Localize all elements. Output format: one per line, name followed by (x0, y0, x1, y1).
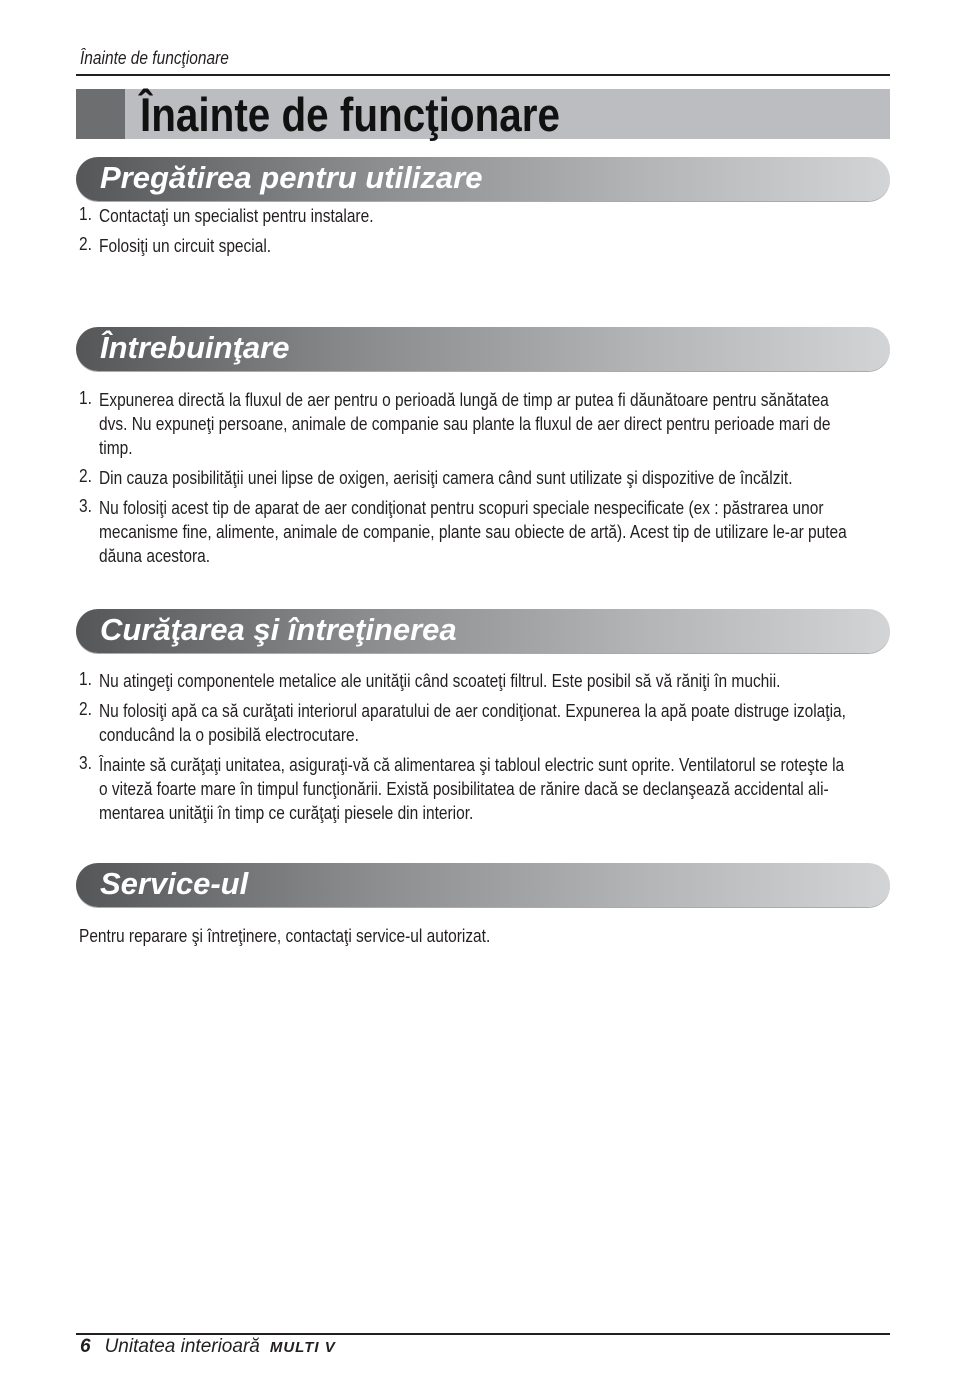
list-item-line: Folosiţi un circuit special. (99, 236, 272, 256)
list-item-line: Nu folosiţi acest tip de aparat de aer condiţionat pentru scopuri speciale nespecificate (ex : păstrarea unor (99, 498, 824, 518)
footer (80, 1336, 336, 1358)
list-item-line: mentarea unităţii în timp ce curăţaţi piesele din interior. (99, 803, 474, 823)
list-item-line: o viteză foarte mare în timpul funcţionării. Există posibilitatea de rănire dacă se declanşează accidental ali- (99, 779, 829, 799)
page-title (140, 87, 628, 142)
list-number: 1. (79, 669, 92, 689)
list-item (79, 496, 899, 568)
list-number: 2. (79, 699, 92, 719)
list-cleaning (79, 669, 899, 831)
list-item-line: timp. (99, 438, 133, 458)
section-heading-text: Întrebuinţare (100, 330, 290, 365)
section-heading-preparation (76, 157, 890, 201)
list-number: 2. (79, 234, 92, 254)
list-item-line: Nu atingeţi componentele metalice ale unităţii când scoateţi filtrul. Este posibil să vă răniţi în muchii. (99, 671, 781, 691)
list-item (79, 466, 899, 490)
running-header (80, 48, 253, 69)
list-number: 2. (79, 466, 92, 486)
list-item-line: mecanisme fine, alimente, animale de companie, plante sau obiecte de artă). Acest tip de utilizare le-ar putea (99, 522, 847, 542)
list-item-line: Expunerea directă la fluxul de aer pentru o perioadă lungă de timp ar putea fi dăunătoare pentru sănătatea (99, 390, 829, 410)
list-item (79, 388, 899, 460)
list-item (79, 669, 899, 693)
page-number: 6 (80, 1336, 91, 1357)
list-preparation (79, 204, 899, 264)
list-number: 3. (79, 496, 92, 516)
list-item (79, 753, 899, 825)
list-item-line: conducând la o posibilă electrocutare. (99, 725, 359, 745)
list-usage (79, 388, 899, 574)
title-accent-block (76, 89, 125, 139)
footer-label: Unitatea interioară (104, 1336, 260, 1357)
service-paragraph-text: Pentru reparare şi întreţinere, contactaţi service-ul autorizat. (79, 926, 491, 946)
list-item-line: dvs. Nu expuneţi persoane, animale de companie sau plante la fluxul de aer direct pentru perioade mari de (99, 414, 831, 434)
page-title-text: Înainte de funcţionare (140, 88, 560, 141)
list-item (79, 699, 899, 747)
title-band (76, 89, 890, 139)
section-heading-usage (76, 327, 890, 371)
list-number: 3. (79, 753, 92, 773)
list-item-line: Înainte să curăţaţi unitatea, asiguraţi-vă că alimentarea şi tabloul electric sunt oprite. Ventilatorul se roteşte la (99, 755, 845, 775)
service-paragraph (79, 926, 899, 947)
multi-v-logo: MULTI V (269, 1339, 336, 1356)
footer-rule (76, 1333, 890, 1335)
section-heading-text: Curăţarea şi întreţinerea (100, 612, 457, 647)
section-heading-service (76, 863, 890, 907)
list-number: 1. (79, 388, 92, 408)
list-item (79, 234, 899, 258)
section-heading-cleaning (76, 609, 890, 653)
section-heading-text: Pregătirea pentru utilizare (100, 160, 483, 195)
running-header-text: Înainte de funcţionare (80, 48, 229, 68)
header-rule (76, 74, 890, 76)
list-item-line: dăuna acestora. (99, 546, 211, 566)
list-item-line: Din cauza posibilităţii unei lipse de oxigen, aerisiţi camera când sunt utilizate şi dispozitive de încălzit. (99, 468, 793, 488)
section-heading-text: Service-ul (100, 866, 249, 901)
list-item-line: Contactaţi un specialist pentru instalare. (99, 206, 374, 226)
list-number: 1. (79, 204, 92, 224)
list-item-line: Nu folosiţi apă ca să curăţati interiorul aparatului de aer condiţionat. Expunerea la apă poate distruge izolaţia, (99, 701, 846, 721)
list-item (79, 204, 899, 228)
